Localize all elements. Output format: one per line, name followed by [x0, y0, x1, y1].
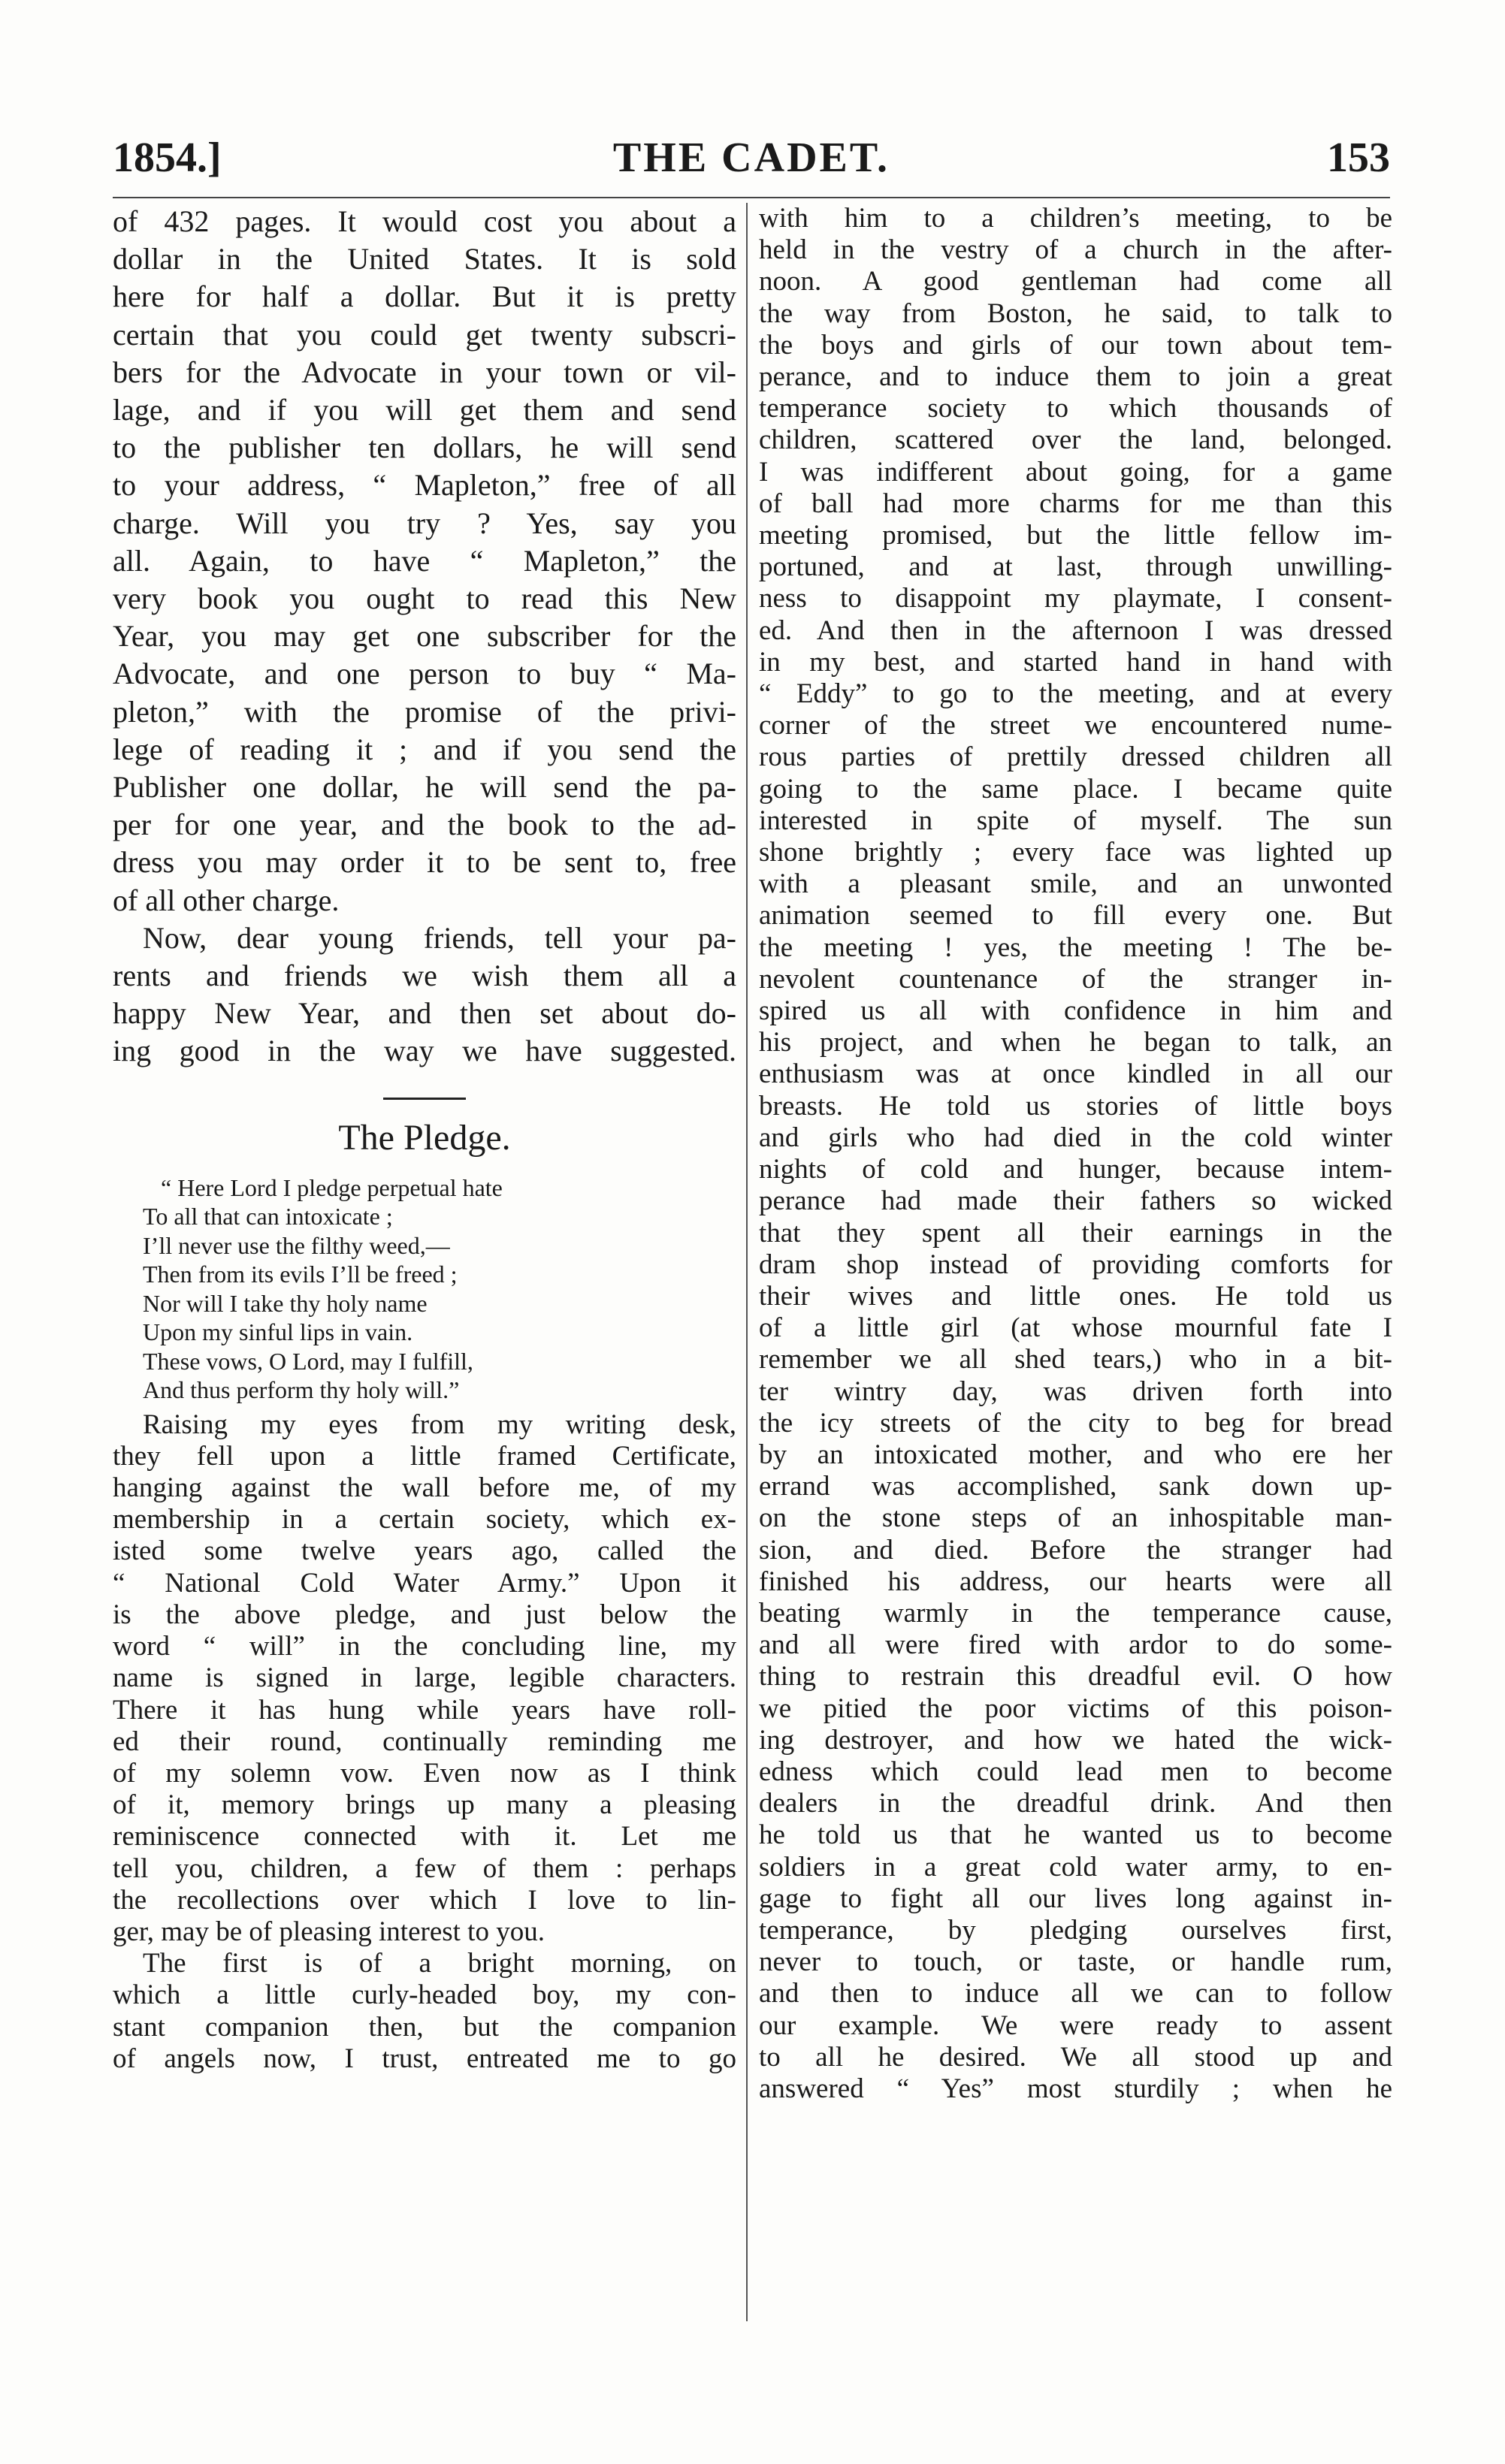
text-line: errand was accomplished, sank down up-	[759, 1471, 1392, 1502]
text-line: beating warmly in the temperance cause,	[759, 1597, 1392, 1629]
text-line: perance had made their fathers so wicked	[759, 1185, 1392, 1217]
text-line: Raising my eyes from my writing desk,	[143, 1409, 736, 1440]
text-line: the way from Boston, he said, to talk to	[759, 297, 1392, 329]
text-line: and then to induce all we can to follow	[759, 1978, 1392, 2010]
text-line: the icy streets of the city to beg for bread	[759, 1407, 1392, 1439]
text-line: charge. Will you try ? Yes, say you	[113, 506, 736, 540]
text-line: never to touch, or taste, or handle rum,	[759, 1946, 1392, 1978]
text-line: name is signed in large, legible characters.	[113, 1662, 736, 1694]
text-line: spired us all with confidence in him and	[759, 995, 1392, 1027]
text-line: isted some twelve years ago, called the	[113, 1535, 736, 1567]
text-line: our example. We were ready to assent	[759, 2010, 1392, 2041]
text-line: the meeting ! yes, the meeting ! The be-	[759, 932, 1392, 963]
text-line: temperance society to which thousands of	[759, 393, 1392, 424]
text-line: held in the vestry of a church in the after-	[759, 234, 1392, 266]
text-line: his project, and when he began to talk, an	[759, 1027, 1392, 1058]
text-line: noon. A good gentleman had come all	[759, 266, 1392, 297]
text-line: children, scattered over the land, belonged.	[759, 424, 1392, 456]
text-line: certain that you could get twenty subscri-	[113, 317, 736, 352]
text-line: of all other charge.	[113, 883, 340, 917]
text-line: lege of reading it ; and if you send the	[113, 732, 736, 766]
left-column	[113, 203, 736, 2075]
text-line: they fell upon a little framed Certificate,	[113, 1440, 736, 1472]
text-line: of angels now, I trust, entreated me to go	[113, 2043, 736, 2074]
text-line: on the stone steps of an inhospitable man-	[759, 1502, 1392, 1534]
text-line: perance, and to induce them to join a great	[759, 361, 1392, 393]
text-line: of it, memory brings up many a pleasing	[113, 1789, 736, 1821]
text-line: gage to fight all our lives long against in-	[759, 1883, 1392, 1914]
text-line: with a pleasant smile, and an unwonted	[759, 868, 1392, 900]
text-line: the boys and girls of our town about tem-	[759, 329, 1392, 361]
header-journal-title: THE CADET.	[612, 134, 890, 181]
text-line: corner of the street we encountered nume-	[759, 710, 1392, 741]
poem-line: Upon my sinful lips in vain.	[143, 1318, 413, 1346]
poem-line: I’ll never use the filthy weed,—	[143, 1231, 450, 1259]
text-line: ing good in the way we have suggested.	[113, 1034, 736, 1068]
text-line: all. Again, to have “ Mapleton,” the	[113, 543, 736, 578]
text-line: word “ will” in the concluding line, my	[113, 1631, 736, 1662]
text-line: going to the same place. I became quite	[759, 773, 1392, 805]
text-line: nights of cold and hunger, because intem-	[759, 1154, 1392, 1185]
text-line: with him to a children’s meeting, to be	[759, 203, 1392, 234]
text-line: of my solemn vow. Even now as I think	[113, 1757, 736, 1789]
text-line: answered “ Yes” most sturdily ; when he	[759, 2073, 1392, 2104]
text-line: portuned, and at last, through unwilling-	[759, 551, 1392, 583]
poem-line: These vows, O Lord, may I fulfill,	[143, 1347, 473, 1375]
text-line: temperance, by pledging ourselves first,	[759, 1914, 1392, 1946]
left-column-story-text	[113, 1409, 736, 2075]
section-rule	[383, 1098, 466, 1100]
text-line: soldiers in a great cold water army, to en-	[759, 1851, 1392, 1883]
text-line: to the publisher ten dollars, he will send	[113, 430, 736, 465]
text-line: I was indifferent about going, for a game	[759, 456, 1392, 488]
text-line: of 432 pages. It would cost you about a	[113, 204, 736, 238]
text-line: to all he desired. We all stood up and	[759, 2041, 1392, 2073]
text-line: remember we all shed tears,) who in a bit-	[759, 1344, 1392, 1375]
text-line: is the above pledge, and just below the	[113, 1599, 736, 1630]
text-line: to your address, “ Mapleton,” free of all	[113, 468, 736, 503]
text-line: rents and friends we wish them all a	[113, 959, 736, 993]
text-line: stant companion then, but the companion	[113, 2011, 736, 2043]
text-line: dram shop instead of providing comforts for	[759, 1249, 1392, 1280]
text-line: he told us that he wanted us to become	[759, 1819, 1392, 1851]
text-line: Publisher one dollar, he will send the pa-	[113, 770, 736, 805]
right-column	[759, 203, 1392, 2105]
text-line: animation seemed to fill every one. But	[759, 900, 1392, 932]
text-line: ed their round, continually reminding me	[113, 1726, 736, 1757]
text-line: “ National Cold Water Army.” Upon it	[113, 1567, 736, 1599]
text-line: finished his address, our hearts were all	[759, 1566, 1392, 1597]
text-line: lage, and if you will get them and send	[113, 393, 736, 427]
text-line: and all were fired with ardor to do some-	[759, 1629, 1392, 1661]
text-line: here for half a dollar. But it is pretty	[113, 279, 736, 314]
text-line: of ball had more charms for me than this	[759, 488, 1392, 519]
text-line: meeting promised, but the little fellow im-	[759, 520, 1392, 551]
text-line: very book you ought to read this New	[113, 581, 736, 616]
text-line: the recollections over which I love to lin-	[113, 1884, 736, 1916]
text-line: Advocate, and one person to buy “ Ma-	[113, 657, 736, 691]
text-line: and girls who had died in the cold winter	[759, 1122, 1392, 1153]
text-line: ger, may be of pleasing interest to you.	[113, 1916, 545, 1947]
text-line: dress you may order it to be sent to, free	[113, 845, 736, 880]
text-line: ing destroyer, and how we hated the wick-	[759, 1724, 1392, 1756]
text-line: pleton,” with the promise of the privi-	[113, 694, 736, 729]
poem-line: “ Here Lord I pledge perpetual hate	[161, 1173, 503, 1201]
text-line: Now, dear young friends, tell your pa-	[143, 920, 736, 955]
text-line: hanging against the wall before me, of my	[113, 1472, 736, 1504]
poem-line: To all that can intoxicate ;	[143, 1203, 393, 1230]
text-line: their wives and little ones. He told us	[759, 1280, 1392, 1312]
column-divider	[746, 203, 748, 2321]
text-line: breasts. He told us stories of little boys	[759, 1090, 1392, 1122]
text-line: There it has hung while years have roll-	[113, 1694, 736, 1726]
text-line: ed. And then in the afternoon I was dressed	[759, 614, 1392, 646]
text-line: ness to disappoint my playmate, I consent-	[759, 583, 1392, 614]
text-line: nevolent countenance of the stranger in-	[759, 963, 1392, 995]
text-line: in my best, and started hand in hand with	[759, 646, 1392, 678]
text-line: thing to restrain this dreadful evil. O how	[759, 1661, 1392, 1692]
text-line: membership in a certain society, which ex-	[113, 1504, 736, 1535]
text-line: Year, you may get one subscriber for the	[113, 619, 736, 654]
text-line: which a little curly-headed boy, my con-	[113, 1979, 736, 2011]
text-line: per for one year, and the book to the ad-	[113, 808, 736, 842]
text-line: enthusiasm was at once kindled in all our	[759, 1058, 1392, 1090]
poem-line: Then from its evils I’ll be freed ;	[143, 1261, 458, 1288]
header-rule	[113, 197, 1390, 198]
text-line: interested in spite of myself. The sun	[759, 805, 1392, 836]
page-number: 153	[1327, 134, 1390, 181]
text-line: sion, and died. Before the stranger had	[759, 1534, 1392, 1566]
text-line: “ Eddy” to go to the meeting, and at every	[759, 678, 1392, 710]
running-header	[113, 134, 1390, 186]
text-line: dealers in the dreadful drink. And then	[759, 1788, 1392, 1819]
text-line: tell you, children, a few of them : perhaps	[113, 1853, 736, 1884]
text-line: rous parties of prettily dressed children all	[759, 741, 1392, 773]
section-title: The Pledge.	[338, 1117, 511, 1158]
poem-line: And thus perform thy holy will.”	[143, 1376, 460, 1404]
text-line: we pitied the poor victims of this poison-	[759, 1692, 1392, 1724]
header-year: 1854.]	[113, 134, 222, 181]
text-line: bers for the Advocate in your town or vil-	[113, 355, 736, 389]
text-line: by an intoxicated mother, and who ere her	[759, 1439, 1392, 1470]
text-line: The first is of a bright morning, on	[143, 1948, 736, 1979]
left-column-intro-text	[113, 203, 736, 1070]
text-line: edness which could lead men to become	[759, 1756, 1392, 1787]
poem-line: Nor will I take thy holy name	[143, 1289, 428, 1317]
text-line: ter wintry day, was driven forth into	[759, 1375, 1392, 1407]
text-line: happy New Year, and then set about do-	[113, 996, 736, 1031]
pledge-poem	[113, 1173, 736, 1405]
text-line: shone brightly ; every face was lighted up	[759, 837, 1392, 868]
text-line: of a little girl (at whose mournful fate I	[759, 1312, 1392, 1344]
text-line: dollar in the United States. It is sold	[113, 242, 736, 276]
text-line: that they spent all their earnings in the	[759, 1217, 1392, 1249]
text-line: reminiscence connected with it. Let me	[113, 1821, 736, 1853]
